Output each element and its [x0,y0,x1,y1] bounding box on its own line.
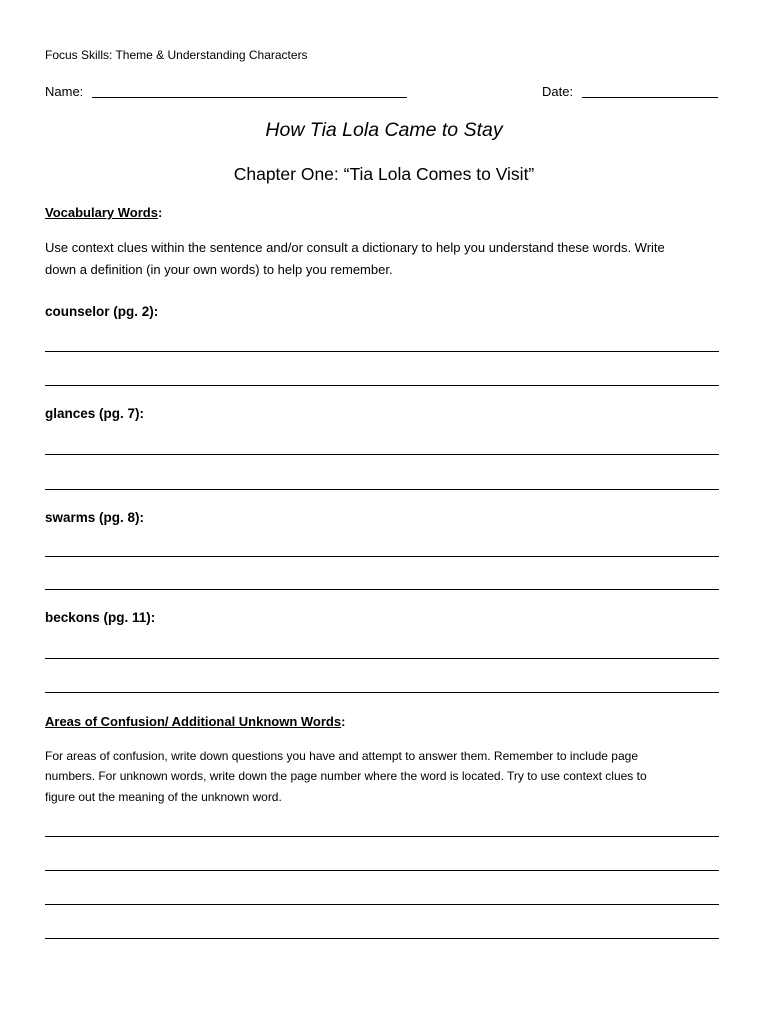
date-label: Date: [542,84,574,99]
confusion-heading-text: Areas of Confusion/ Additional Unknown Words [45,714,342,729]
answer-line[interactable] [45,489,719,490]
name-label: Name: [45,84,84,99]
answer-line[interactable] [45,904,719,905]
confusion-instructions-line-1: For areas of confusion, write down questions you have and attempt to answer them. Remember to include page [45,749,638,763]
vocabulary-heading [45,205,162,220]
confusion-heading [45,714,345,729]
vocabulary-heading-colon: : [157,205,163,220]
vocab-word-glances: glances (pg. 7): [45,406,145,421]
worksheet-title: How Tia Lola Came to Stay [265,119,503,141]
answer-line[interactable] [45,385,719,386]
answer-line[interactable] [45,589,719,590]
confusion-heading-colon: : [341,714,346,729]
name-field[interactable] [92,97,407,98]
answer-line[interactable] [45,870,719,871]
vocabulary-instructions-line-1: Use context clues within the sentence and/or consult a dictionary to help you understand these words. Write [45,240,665,255]
answer-line[interactable] [45,836,719,837]
vocab-word-counselor: counselor (pg. 2): [45,304,159,319]
vocab-word-swarms: swarms (pg. 8): [45,510,145,525]
answer-line[interactable] [45,454,719,455]
answer-line[interactable] [45,938,719,939]
answer-line[interactable] [45,556,719,557]
answer-line[interactable] [45,658,719,659]
confusion-instructions-line-3: figure out the meaning of the unknown word. [45,790,282,804]
vocabulary-instructions-line-2: down a definition (in your own words) to help you remember. [45,262,393,277]
confusion-instructions-line-2: numbers. For unknown words, write down the page number where the word is located. Try to use context clues to [45,769,647,783]
vocab-word-beckons: beckons (pg. 11): [45,610,156,625]
chapter-title: Chapter One: “Tia Lola Comes to Visit” [233,164,535,184]
answer-line[interactable] [45,351,719,352]
vocabulary-heading-text: Vocabulary Words [45,205,158,220]
date-field[interactable] [582,97,718,98]
answer-line[interactable] [45,692,719,693]
focus-skills-text: Focus Skills: Theme & Understanding Characters [45,48,308,62]
